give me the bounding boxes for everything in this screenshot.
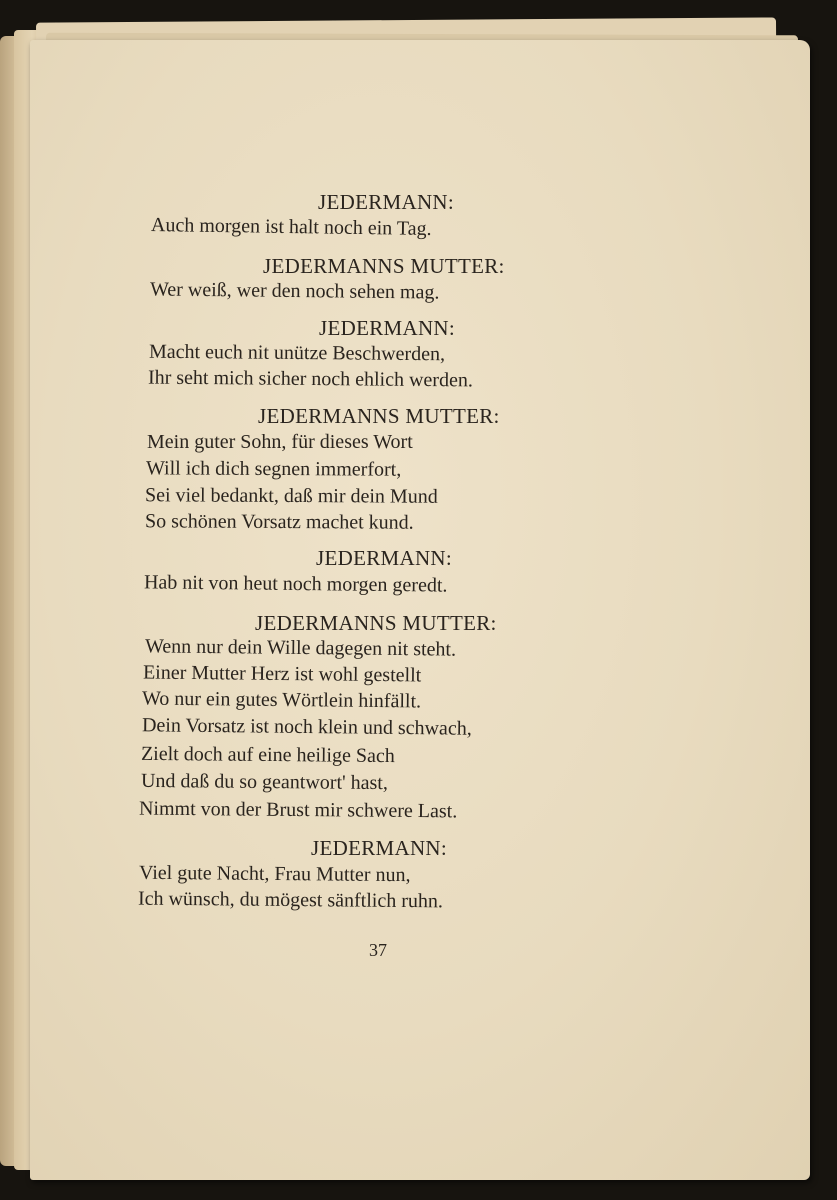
verse-line: Hab nit von heut noch morgen geredt. bbox=[143, 571, 448, 597]
verse-line: Mein guter Sohn, für dieses Wort bbox=[147, 431, 413, 453]
speaker-heading: JEDERMANN: bbox=[319, 316, 456, 340]
verse-line: Wo nur ein gutes Wörtlein hinfällt. bbox=[141, 687, 422, 713]
speaker-heading: JEDERMANNS MUTTER: bbox=[258, 404, 500, 428]
verse-line: Dein Vorsatz ist noch klein und schwach, bbox=[141, 714, 472, 740]
verse-line: Nimmt von der Brust mir schwere Last. bbox=[138, 797, 458, 823]
verse-line: Einer Mutter Herz ist wohl gestellt bbox=[142, 661, 422, 687]
speaker-heading: JEDERMANN: bbox=[316, 546, 453, 570]
verse-line: Wenn nur dein Wille dagegen nit steht. bbox=[144, 635, 457, 661]
verse-line: Auch morgen ist halt noch ein Tag. bbox=[150, 214, 432, 240]
verse-line: Zielt doch auf eine heilige Sach bbox=[140, 742, 395, 768]
speaker-heading: JEDERMANN: bbox=[311, 836, 448, 860]
verse-line: Sei viel bedankt, daß mir dein Mund bbox=[144, 484, 438, 508]
verse-line: Will ich dich segnen immerfort, bbox=[145, 457, 402, 481]
verse-line: Ihr seht mich sicher noch ehlich werden. bbox=[147, 366, 473, 392]
speaker-heading: JEDERMANNS MUTTER: bbox=[263, 254, 505, 278]
verse-line: Ich wünsch, du mögest sänftlich ruhn. bbox=[137, 887, 444, 913]
verse-line: Macht euch nit unütze Beschwerden, bbox=[148, 340, 446, 366]
verse-line: So schönen Vorsatz machet kund. bbox=[144, 510, 414, 534]
page-number: 37 bbox=[369, 940, 387, 960]
verse-line: Viel gute Nacht, Frau Mutter nun, bbox=[138, 861, 411, 887]
verse-line: Wer weiß, wer den noch sehen mag. bbox=[149, 278, 440, 304]
speaker-heading: JEDERMANN: bbox=[318, 190, 455, 214]
speaker-heading: JEDERMANNS MUTTER: bbox=[255, 611, 497, 635]
verse-line: Und daß du so geantwort' hast, bbox=[140, 769, 389, 795]
